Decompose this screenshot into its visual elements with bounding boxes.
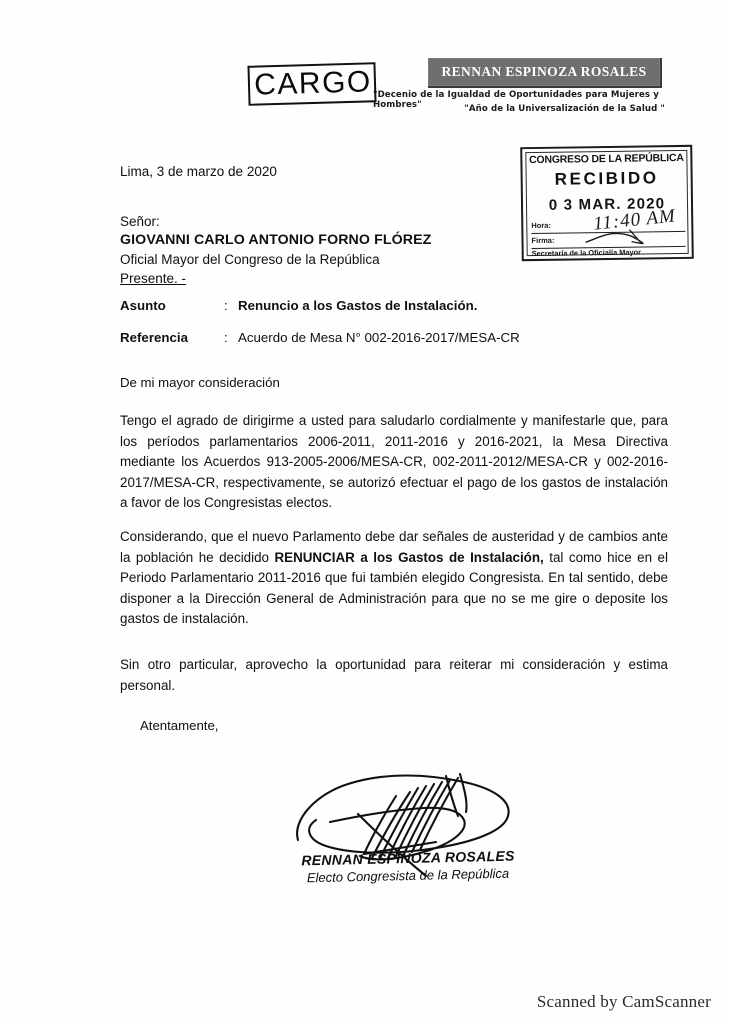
referencia-colon: : bbox=[224, 330, 228, 345]
asunto-colon: : bbox=[224, 298, 228, 313]
field-row-referencia bbox=[120, 330, 600, 345]
received-stamp-firma-label: Firma: bbox=[531, 234, 685, 249]
letter-fields bbox=[120, 298, 600, 362]
received-stamp-office: Secretaría de la Oficialía Mayor bbox=[531, 247, 642, 259]
signature-name: RENNAN ESPINOZA ROSALES bbox=[301, 847, 515, 869]
letter-paragraph-2-emphasis: RENUNCIAR a los Gastos de Instalación, bbox=[274, 549, 544, 565]
referencia-label: Referencia bbox=[120, 330, 188, 345]
addressee-block bbox=[120, 212, 540, 288]
field-row-asunto bbox=[120, 298, 600, 313]
letterhead bbox=[0, 26, 729, 114]
received-stamp-hora-value: 11:40 AM bbox=[592, 205, 677, 235]
referencia-value: Acuerdo de Mesa N° 002-2016-2017/MESA-CR bbox=[238, 330, 520, 345]
motto-line-2: "Año de la Universalización de la Salud " bbox=[464, 104, 665, 114]
letter-paragraph-2-part-1: Considerando, que el nuevo Parlamento debe dar señales de austeridad y de cambios ante la población he decidido bbox=[120, 529, 668, 565]
name-banner bbox=[428, 58, 662, 88]
motto-line-1: "Decenio de la Igualdad de Oportunidades para Mujeres y Hombres" bbox=[373, 90, 659, 110]
received-stamp-date: 0 3 MAR. 2020 bbox=[548, 195, 666, 214]
letter-paragraph-2-part-2: tal como hice en el Periodo Parlamentario 2011-2016 que fui también elegido Congresista. En tal sentido, debe disponer a la Dirección General de Administración para que no se me gire o deposite los gastos de instalación. bbox=[120, 549, 668, 626]
addressee-role: Oficial Mayor del Congreso de la República bbox=[120, 252, 380, 267]
asunto-label: Asunto bbox=[120, 298, 166, 313]
received-stamp bbox=[520, 145, 694, 261]
letter-greeting: De mi mayor consideración bbox=[120, 375, 280, 390]
letter-closing: Atentamente, bbox=[140, 718, 219, 733]
received-stamp-status: RECIBIDO bbox=[554, 168, 659, 189]
received-stamp-institution: CONGRESO DE LA REPÚBLICA bbox=[528, 151, 684, 167]
asunto-value: Renuncio a los Gastos de Instalación. bbox=[238, 298, 478, 313]
letter-paragraph-3: Sin otro particular, aprovecho la oportunidad para reiterar mi consideración y estima personal. bbox=[120, 657, 668, 693]
received-stamp-hora-label: Hora: bbox=[531, 219, 685, 234]
camscanner-watermark: Scanned by CamScanner bbox=[536, 992, 711, 1011]
addressee-presente: Presente. - bbox=[120, 271, 187, 286]
addressee-name: GIOVANNI CARLO ANTONIO FORNO FLÓREZ bbox=[120, 232, 432, 248]
name-banner-label: RENNAN ESPINOZA ROSALES bbox=[441, 64, 647, 79]
letter-date: Lima, 3 de marzo de 2020 bbox=[120, 164, 277, 179]
letter-paragraph-2 bbox=[120, 527, 668, 630]
received-stamp-signature-mark bbox=[583, 227, 649, 246]
letter-paragraph-1: Tengo el agrado de dirigirme a usted para saludarlo cordialmente y manifestarle que, para los períodos parlamentarios 2006-2011, 2011-2016 y 2016-2021, la Mesa Directiva mediante los Acuerdos 913-2005-2006/MESA-CR, 002-2011-2012/MESA-CR y 002-2016-2017/MESA-CR, respectivamente, se autorizó efectuar el pago de los gastos de instalación a favor de los Congresistas electos. bbox=[120, 413, 668, 510]
addressee-salutation: Señor: bbox=[120, 214, 160, 229]
cargo-stamp-label: CARGO bbox=[253, 65, 373, 102]
signature-role: Electo Congresista de la República bbox=[306, 865, 510, 886]
